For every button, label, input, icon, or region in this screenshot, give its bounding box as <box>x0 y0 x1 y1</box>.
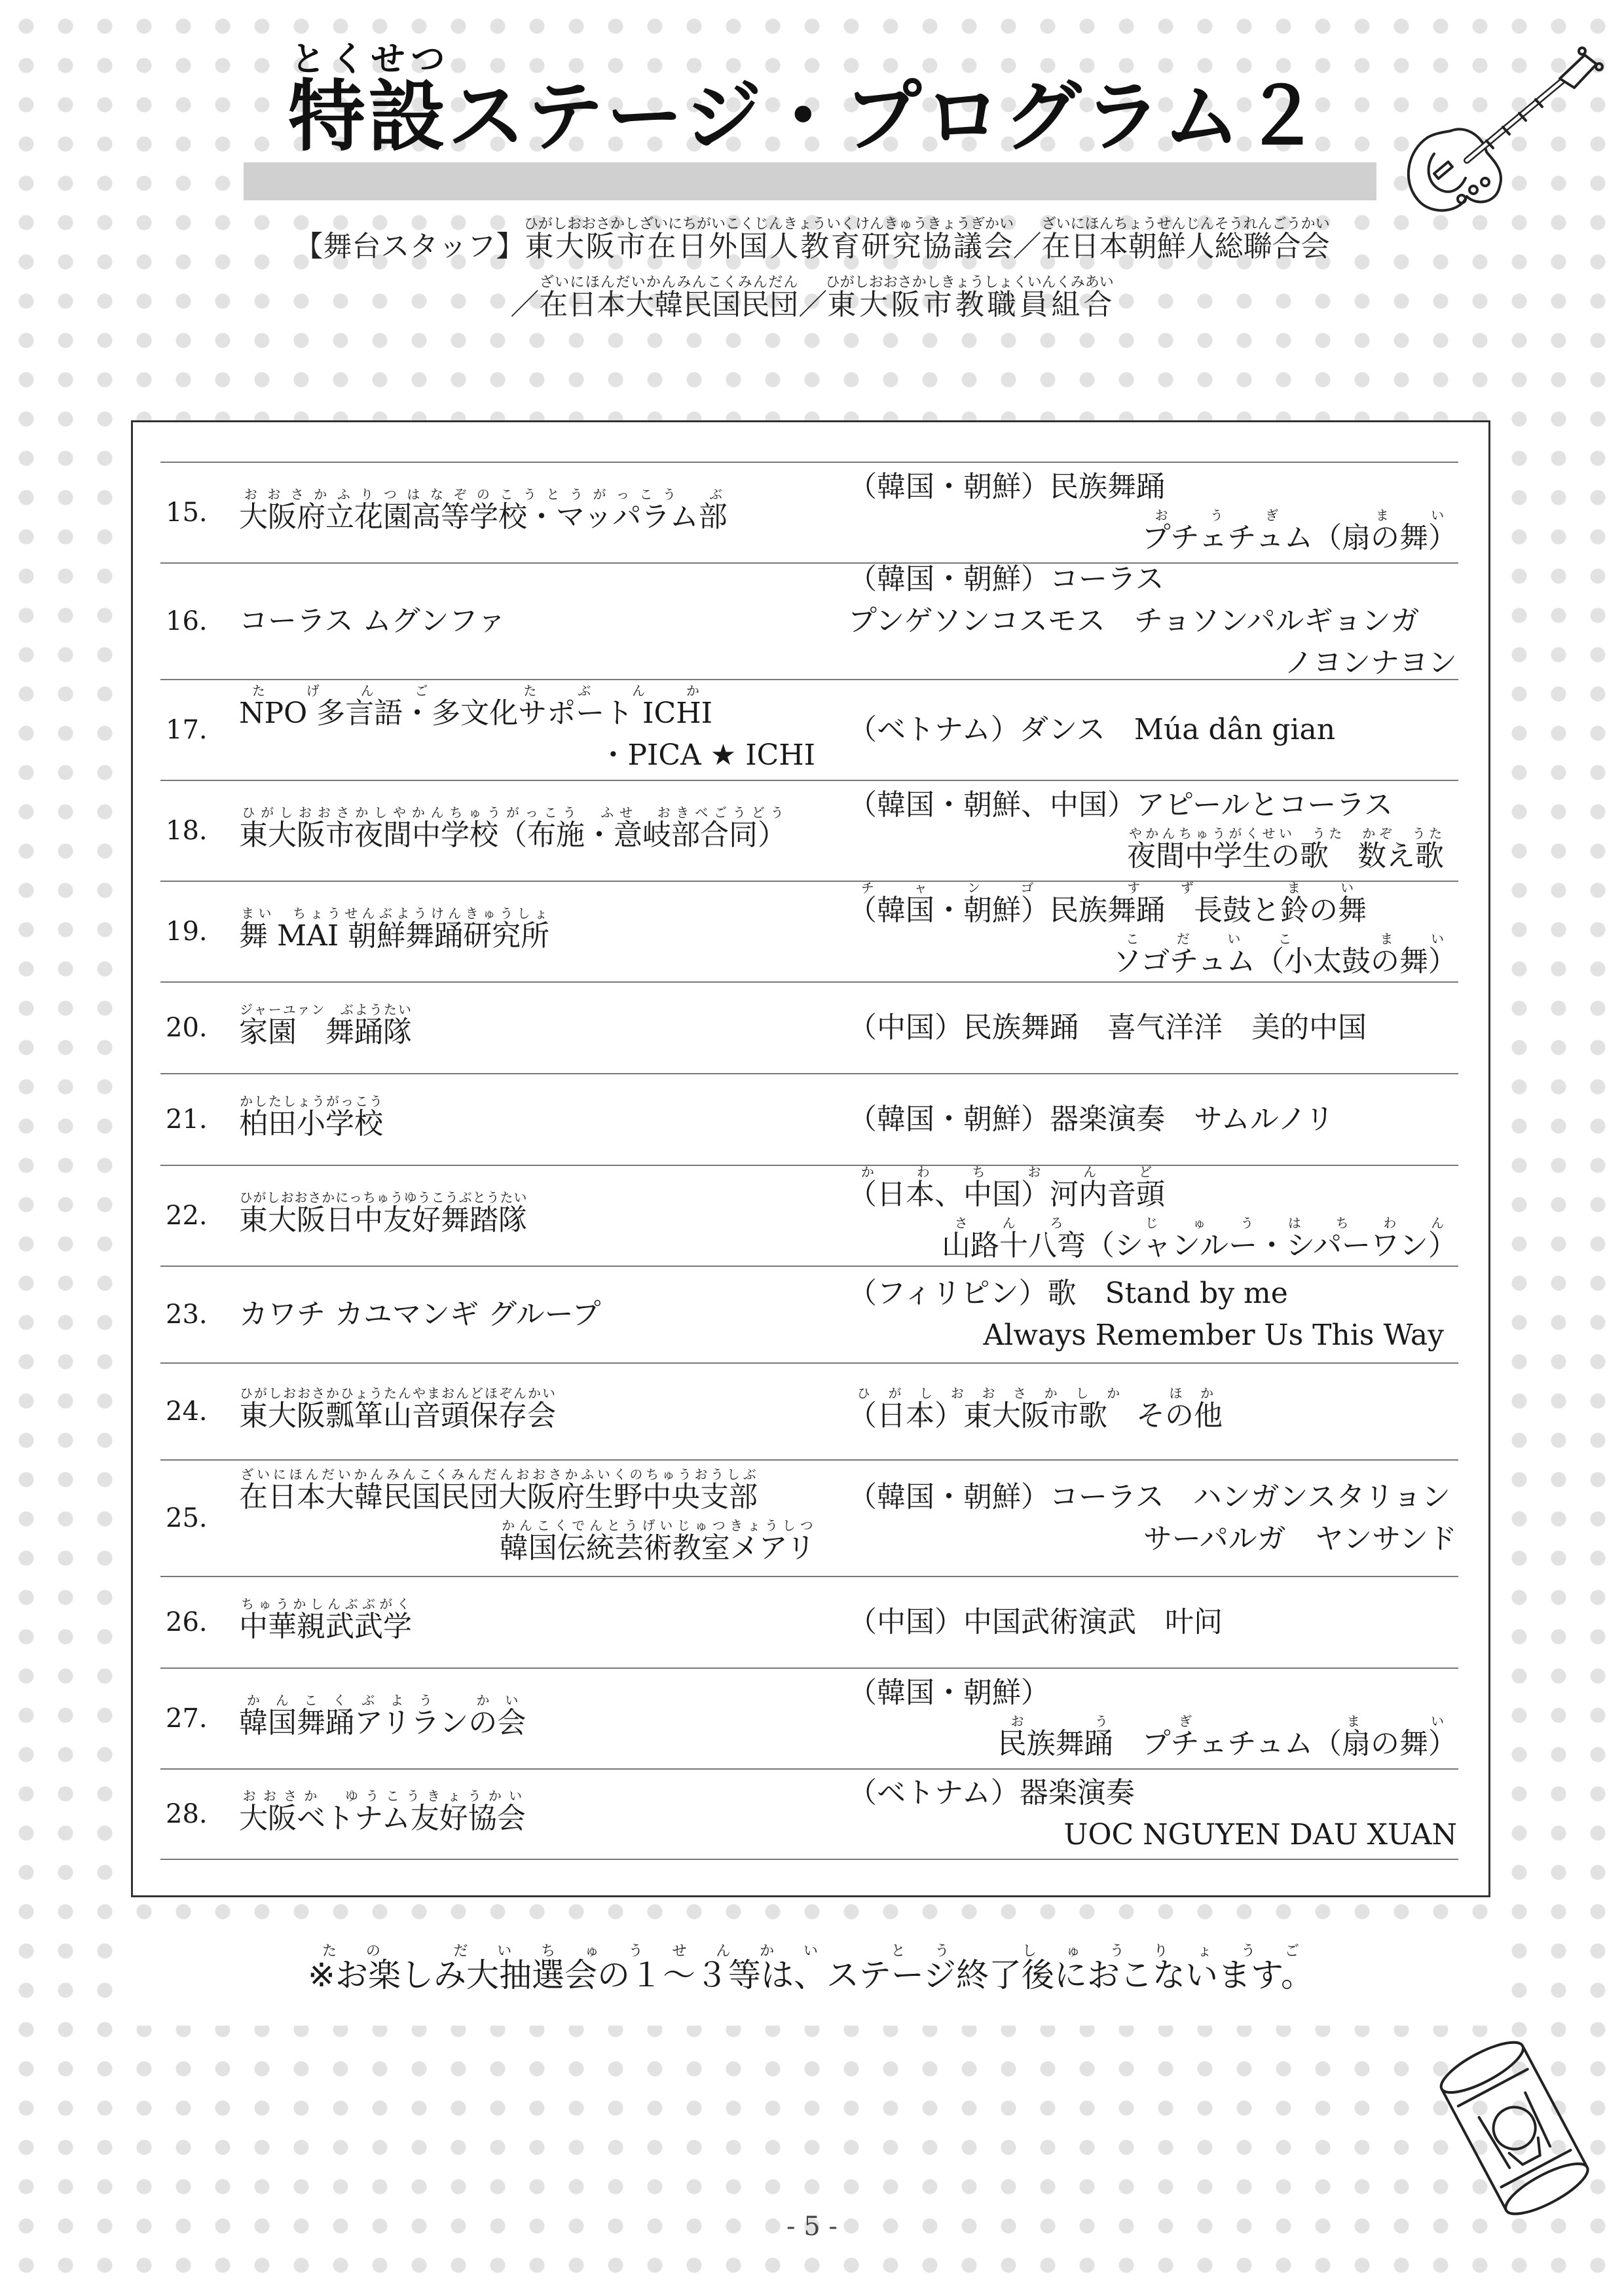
group-name: コーラス ムグンファ <box>239 604 506 638</box>
row-number: 17. <box>166 715 208 745</box>
performance-line-1: （ベトナム）ダンス Múa dân gian <box>848 713 1336 747</box>
performance-line-1: （韓国・朝鮮）器楽演奏 サムルノリ <box>848 1102 1335 1137</box>
row-group <box>239 1386 848 1437</box>
row-performance <box>848 1099 1457 1140</box>
performance-ruby-2: さんろ じゅうはちわん <box>942 1216 1457 1231</box>
row-group <box>239 487 848 538</box>
program-row-21 <box>160 1073 1458 1165</box>
performance-line-1: （日本、中国）河内音頭 <box>848 1178 1165 1212</box>
program-row-28 <box>160 1768 1458 1860</box>
group-ruby: かしたしょうがっこう <box>239 1094 383 1110</box>
group-ruby: ざいにほんだいかんみんこくみんだんおおさかふいくのちゅうおうしぶ <box>239 1467 758 1483</box>
staff-org-4: 東大阪市教職員組合 <box>825 287 1114 321</box>
staff-line-2 <box>0 274 1624 333</box>
row-performance <box>848 709 1457 751</box>
row-performance <box>848 466 1457 559</box>
group-ruby: ちゅうかしんぶぶがく <box>239 1597 412 1613</box>
row-group <box>239 1789 848 1840</box>
row-performance <box>848 1672 1457 1765</box>
row-performance <box>848 1386 1457 1437</box>
group-ruby: たげんご たぶんか <box>239 683 712 699</box>
performance-line-2: UOC NGUYEN DAU XUAN <box>1063 1818 1457 1851</box>
performance-line-2: サーパルガ ヤンサンド <box>1143 1522 1457 1556</box>
group-name: 東大阪瓢箪山音頭保存会 <box>239 1399 556 1433</box>
row-group <box>239 1597 848 1648</box>
row-number: 16. <box>166 606 208 636</box>
performance-line-2: 山路十八弯（シャンルー・シパーワン） <box>942 1229 1457 1262</box>
row-number: 27. <box>166 1704 208 1734</box>
staff-org-1: 東大阪市在日外国人教育研究協議会 <box>523 230 1014 263</box>
group-ruby-2: かんこくでんとうげいじゅつきょうしつ <box>499 1518 815 1533</box>
group-name: 大阪府立花園高等学校・マッパラム部 <box>239 500 728 534</box>
group-name: 在日本大韓民国民団大阪府生野中央支部 <box>239 1480 758 1514</box>
performance-ruby: おうぎ まい <box>1141 508 1457 523</box>
row-group <box>239 1294 848 1336</box>
performance-line-1: （中国）中国武術演武 叶问 <box>848 1605 1223 1639</box>
performance-ruby-1: かわちおんど <box>848 1165 1165 1180</box>
group-name-line-2: ・PICA ★ ICHI <box>599 738 815 772</box>
staff-separator-3: ／ <box>798 287 828 321</box>
performance-line-1: （韓国・朝鮮）民族舞踊 長鼓と鈴の舞 <box>848 894 1367 928</box>
group-name: 東大阪市夜間中学校（布施・意岐部合同） <box>239 818 786 852</box>
row-group <box>239 906 848 957</box>
group-ruby: ジャーユァン ぶようたい <box>239 1002 412 1018</box>
notice-text: ※お楽しみ大抽選会の１～３等は、ステージ終了後におこないます。 <box>308 1956 1314 1994</box>
group-name: 柏田小学校 <box>239 1107 383 1141</box>
title-base: 特設 <box>288 71 449 162</box>
row-number: 22. <box>166 1201 208 1231</box>
row-performance <box>848 558 1457 683</box>
program-list <box>160 462 1458 1860</box>
row-group <box>239 1467 848 1569</box>
program-row-17 <box>160 679 1458 780</box>
row-group <box>239 1190 848 1241</box>
row-performance <box>848 1007 1457 1049</box>
group-name: 韓国舞踊アリランの会 <box>239 1706 526 1740</box>
group-ruby: おおさかふりつはなぞのこうとうがっこう ぶ <box>239 487 728 503</box>
performance-line-1: （韓国・朝鮮）コーラス <box>848 562 1164 596</box>
program-row-26 <box>160 1576 1458 1667</box>
row-number: 23. <box>166 1300 208 1330</box>
lantern-icon <box>1428 2023 1604 2239</box>
program-row-25 <box>160 1459 1458 1576</box>
staff-separator-1: ／ <box>1012 230 1042 263</box>
performance-line-1: （韓国・朝鮮、中国）アピールとコーラス <box>848 788 1393 822</box>
staff-credit <box>0 216 1624 332</box>
performance-line-2: Always Remember Us This Way <box>983 1319 1444 1352</box>
lottery-notice <box>131 1943 1490 2026</box>
row-number: 18. <box>166 816 208 846</box>
group-name: 中華親武武学 <box>239 1610 412 1644</box>
performance-ruby: おうぎ まい <box>997 1714 1457 1729</box>
row-performance <box>848 1273 1457 1357</box>
performance-line-1: （フィリピン）歌 Stand by me <box>848 1277 1288 1311</box>
row-number: 20. <box>166 1013 208 1043</box>
row-number: 21. <box>166 1104 208 1135</box>
row-group <box>239 1002 848 1053</box>
group-ruby: かんこくぶよう かい <box>239 1693 526 1709</box>
performance-line-2: プチェチュム（扇の舞） <box>1141 521 1457 555</box>
program-row-15 <box>160 462 1458 562</box>
performance-ruby: やかんちゅうがくせい うた かぞ うた <box>1127 826 1444 841</box>
group-name: 東大阪日中友好舞踏隊 <box>239 1203 527 1237</box>
title-ruby: とくせつ <box>288 40 449 79</box>
performance-line-2: プンゲソンコスモス チョソンパルギョンガ <box>848 604 1420 638</box>
performance-ruby-1: ひがしおおさかしか ほか <box>848 1386 1223 1402</box>
program-row-23 <box>160 1266 1458 1362</box>
staff-line-1 <box>0 216 1624 274</box>
program-row-16 <box>160 562 1458 679</box>
staff-org-2: 在日本朝鮮人総聯合会 <box>1041 230 1330 263</box>
row-number: 24. <box>166 1396 208 1427</box>
performance-line-3: ノヨンナヨン <box>1284 646 1457 680</box>
performance-line-2: ソゴチュム（小太鼓の舞） <box>1113 945 1457 978</box>
performance-line-1: （中国）民族舞踊 喜气洋洋 美的中国 <box>848 1011 1367 1045</box>
row-group <box>239 1693 848 1744</box>
group-ruby: まい ちょうせんぶようけんきゅうしょ <box>239 906 550 922</box>
program-box <box>131 420 1490 1897</box>
row-number: 25. <box>166 1503 208 1533</box>
performance-line-1: （日本）東大阪市歌 その他 <box>848 1399 1223 1433</box>
group-ruby: ひがしおおさかひょうたんやまおんどほぞんかい <box>239 1386 556 1402</box>
program-row-18 <box>160 780 1458 881</box>
group-ruby: ひがしおおさかにっちゅうゆうこうぶとうたい <box>239 1190 527 1206</box>
group-name: 家園 舞踊隊 <box>239 1015 412 1049</box>
page-title <box>288 41 1323 179</box>
performance-line-2: 夜間中学生の歌 数え歌 <box>1127 839 1444 873</box>
row-group <box>239 805 848 856</box>
staff-org-1-ruby: ひがしおおさかしざいにちがいこくじんきょういくけんきゅうきょうぎかい <box>523 216 1014 232</box>
performance-ruby-2: こだいこ まい <box>1113 932 1457 947</box>
performance-line-1: （韓国・朝鮮）民族舞踊 <box>848 470 1165 504</box>
group-name: NPO 多言語・多文化サポート ICHI <box>239 697 712 731</box>
row-performance <box>848 881 1457 983</box>
row-performance <box>848 784 1457 877</box>
group-name: 大阪ベトナム友好協会 <box>239 1802 526 1836</box>
row-number: 26. <box>166 1607 208 1637</box>
performance-line-2: 民族舞踊 プチェチュム（扇の舞） <box>997 1727 1457 1760</box>
staff-separator-2: ／ <box>510 287 540 321</box>
staff-label: 【舞台スタッフ】 <box>294 230 525 263</box>
staff-org-3: 在日本大韓民国民団 <box>539 287 799 321</box>
row-number: 15. <box>166 498 208 528</box>
performance-line-1: （韓国・朝鮮）コーラス ハンガンスタリョン <box>848 1480 1451 1514</box>
row-performance <box>848 1476 1457 1560</box>
program-row-24 <box>160 1362 1458 1459</box>
performance-line-1: （韓国・朝鮮） <box>848 1676 1050 1710</box>
staff-org-2-ruby: ざいにほんちょうせんじんそうれんごうかい <box>1041 216 1330 232</box>
group-ruby: おおさか ゆうこうきょうかい <box>239 1789 526 1804</box>
row-performance <box>848 1601 1457 1643</box>
row-number: 19. <box>166 917 208 947</box>
program-row-27 <box>160 1667 1458 1768</box>
title-rest: ステージ・プログラム２ <box>448 71 1323 162</box>
group-name: 舞 MAI 朝鮮舞踊研究所 <box>239 919 550 953</box>
row-performance <box>848 1165 1457 1267</box>
group-name: カワチ カユマンギ グループ <box>239 1298 601 1332</box>
row-group <box>239 600 848 642</box>
staff-org-4-ruby: ひがしおおさかしきょうしょくいんくみあい <box>825 274 1114 291</box>
row-group <box>239 1094 848 1145</box>
program-row-19 <box>160 881 1458 981</box>
page-number: - 5 - <box>786 2212 838 2242</box>
staff-org-3-ruby: ざいにほんだいかんみんこくみんだん <box>539 274 799 291</box>
program-row-22 <box>160 1165 1458 1266</box>
row-group <box>239 683 848 776</box>
row-number: 28. <box>166 1799 208 1829</box>
performance-line-1: （ベトナム）器楽演奏 <box>848 1776 1135 1810</box>
program-row-20 <box>160 981 1458 1073</box>
notice-ruby: たの だいちゅうせんかい とう しゅうりょうご <box>308 1943 1314 1959</box>
group-name-line-2: 韓国伝統芸術教室メアリ <box>499 1531 815 1565</box>
performance-ruby-1: チャンゴ すず まい <box>848 881 1367 896</box>
group-ruby: ひがしおおさかしやかんちゅうがっこう ふせ おきべごうどう <box>239 805 786 821</box>
row-performance <box>848 1772 1457 1856</box>
